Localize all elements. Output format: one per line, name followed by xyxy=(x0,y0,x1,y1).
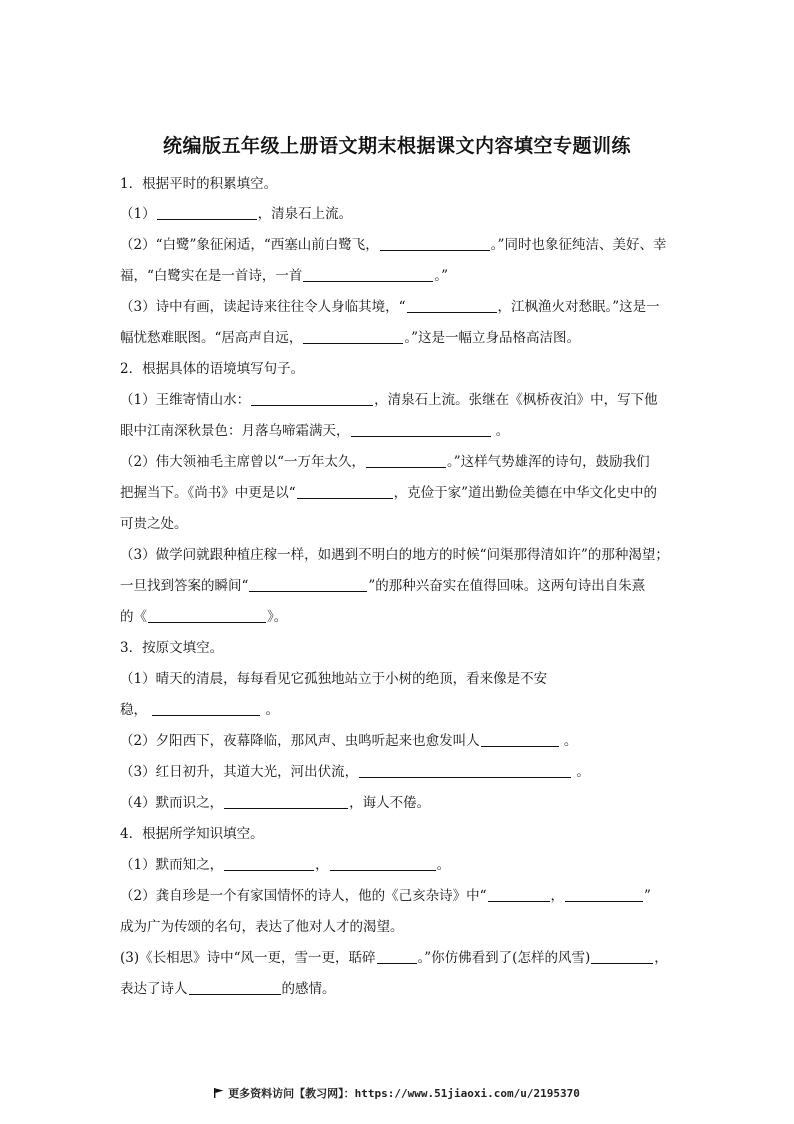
answer-blank[interactable] xyxy=(303,330,403,344)
question-3-item-2: （2）夕阳西下，夜幕降临，那风声、虫鸣听起来也愈发叫人 。 xyxy=(120,733,578,749)
answer-blank[interactable] xyxy=(377,950,417,964)
answer-blank[interactable] xyxy=(189,981,281,995)
question-4-item-1: （1）默而知之， ， 。 xyxy=(120,857,451,873)
footer-link[interactable]: 更多资料访问【教习网】：https://www.51jiaoxi.com/u/2195370 xyxy=(228,1087,580,1100)
question-1-item-1: （1） ，清泉石上流。 xyxy=(120,206,353,222)
question-2-stem: 2．根据具体的语境填写句子。 xyxy=(120,361,305,377)
question-1-item-3-line-1: （3）诗中有画，读起诗来往往令人身临其境，“ ，江枫渔火对愁眠。”这是一 xyxy=(120,299,660,315)
answer-blank[interactable] xyxy=(303,268,433,282)
question-2-item-3-line-2: 一旦找到答案的瞬间“ ”的那种兴奋实在值得回味。这两句诗出自朱熹 xyxy=(120,578,646,594)
answer-blank[interactable] xyxy=(224,857,314,871)
question-3-item-4: （4）默而识之， ，诲人不倦。 xyxy=(120,795,431,811)
question-1-item-2-line-2: 福，“白鹭实在是一首诗，一首 。” xyxy=(120,268,449,284)
question-1-item-2-line-1: （2）“白鹭”象征闲适，“西塞山前白鹭飞， 。”同时也象征纯洁、美好、幸 xyxy=(120,237,667,253)
question-3-stem: 3．按原文填空。 xyxy=(120,640,224,656)
answer-blank[interactable] xyxy=(380,237,490,251)
answer-blank[interactable] xyxy=(297,485,393,499)
answer-blank[interactable] xyxy=(565,888,643,902)
answer-blank[interactable] xyxy=(224,795,348,809)
question-3-item-1-line-2: 稳， 。 xyxy=(120,702,280,718)
answer-blank[interactable] xyxy=(359,764,571,778)
question-4-item-2-line-2: 成为广为传颂的名句，表达了他对人才的渴望。 xyxy=(120,919,404,935)
question-1-item-3-line-2: 幅忧愁难眠图。“居高声自远， 。”这是一幅立身品格高洁图。 xyxy=(120,330,581,346)
page-title: 统编版五年级上册语文期末根据课文内容填空专题训练 xyxy=(162,135,631,157)
question-1-stem: 1．根据平时的积累填空。 xyxy=(120,176,278,192)
question-4-item-2-line-1: （2）龚自珍是一个有家国情怀的诗人，他的《己亥杂诗》中“ ， ” xyxy=(120,888,651,904)
question-4-stem: 4．根据所学知识填空。 xyxy=(120,826,264,842)
answer-blank[interactable] xyxy=(366,454,446,468)
question-3-item-3: （3）红日初升，其道大光，河出伏流， 。 xyxy=(120,764,590,780)
question-4-item-3-line-1: (3)《长相思》诗中“风一更，雪一更，聒碎 。”你仿佛看到了(怎样的风雪) ， xyxy=(120,950,668,966)
answer-blank[interactable] xyxy=(157,206,257,220)
answer-blank[interactable] xyxy=(407,299,497,313)
answer-blank[interactable] xyxy=(351,423,491,437)
answer-blank[interactable] xyxy=(481,733,559,747)
answer-blank[interactable] xyxy=(591,950,653,964)
question-2-item-2-line-1: （2）伟大领袖毛主席曾以“一万年太久， 。”这样气势雄浑的诗句，鼓励我们 xyxy=(120,454,650,470)
question-3-item-1-line-1: （1）晴天的清晨，每每看见它孤独地站立于小树的绝顶，看来像是不安 xyxy=(120,671,548,687)
answer-blank[interactable] xyxy=(251,392,373,406)
answer-blank[interactable] xyxy=(330,857,436,871)
answer-blank[interactable] xyxy=(488,888,550,902)
question-2-item-2-line-3: 可贵之处。 xyxy=(120,516,188,532)
question-2-item-3-line-3: 的《 》。 xyxy=(120,609,288,625)
question-2-item-1-line-1: （1）王维寄情山水： ，清泉石上流。张继在《枫桥夜泊》中，写下他 xyxy=(120,392,658,408)
flag-icon xyxy=(214,1088,224,1098)
answer-blank[interactable] xyxy=(148,609,266,623)
question-4-item-3-line-2: 表达了诗人 的感情。 xyxy=(120,981,336,997)
question-2-item-2-line-2: 把握当下。《尚书》中更是以“ ，克俭于家”道出勤俭美德在中华文化史中的 xyxy=(120,485,658,501)
page-footer xyxy=(0,1085,794,1101)
answer-blank[interactable] xyxy=(152,702,260,716)
question-2-item-1-line-2: 眼中江南深秋景色：月落乌啼霜满天， 。 xyxy=(120,423,510,439)
question-2-item-3-line-1: （3）做学问就跟种植庄稼一样，如遇到不明白的地方的时候“问渠那得清如许”的那种渴望； xyxy=(120,547,669,563)
answer-blank[interactable] xyxy=(249,578,367,592)
